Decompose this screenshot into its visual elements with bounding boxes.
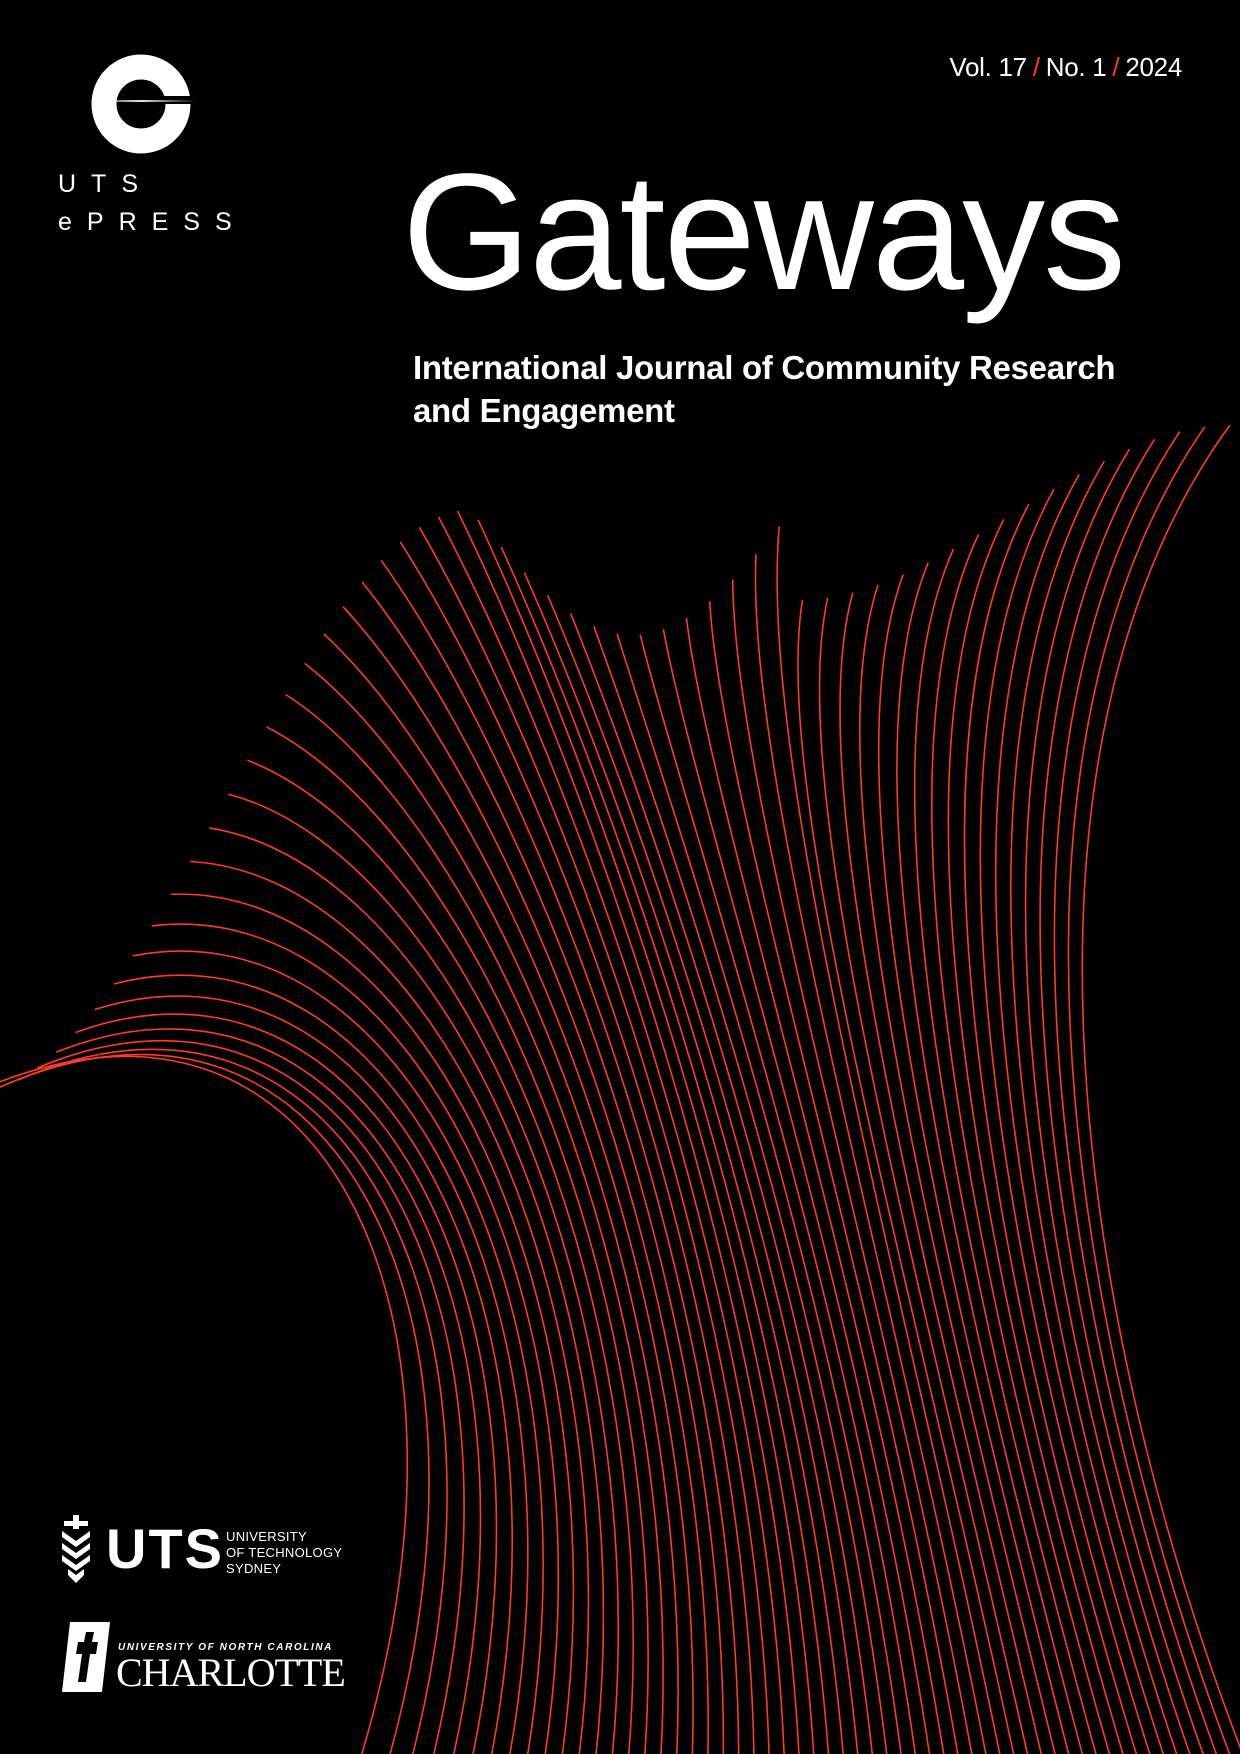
wave-line bbox=[1026, 449, 1192, 1754]
journal-title: Gateways bbox=[402, 140, 1125, 325]
wave-line bbox=[548, 595, 859, 1754]
uts-name-line3: SYDNEY bbox=[226, 1561, 282, 1576]
issue-number: No. 1 bbox=[1045, 52, 1107, 82]
wave-line bbox=[501, 547, 829, 1754]
unc-campus-name: CHARLOTTE bbox=[116, 1650, 345, 1695]
charlotte-c-icon bbox=[58, 1620, 114, 1694]
unc-charlotte-logo bbox=[58, 1620, 358, 1696]
uts-full-name bbox=[226, 1529, 342, 1577]
wave-line bbox=[439, 517, 785, 1754]
wave-line bbox=[980, 489, 1151, 1754]
journal-subtitle: International Journal of Community Research and Engagement bbox=[413, 349, 1116, 429]
wave-line bbox=[777, 526, 1001, 1754]
uts-wordmark: UTS bbox=[106, 1517, 224, 1580]
wave-line bbox=[343, 607, 708, 1754]
uts-logo bbox=[58, 1515, 358, 1585]
unc-system-name: UNIVERSITY OF NORTH CAROLINA bbox=[118, 1642, 333, 1653]
wave-line bbox=[571, 613, 873, 1754]
issue-info bbox=[949, 52, 1182, 83]
issue-separator: / bbox=[1112, 52, 1120, 82]
wave-line bbox=[860, 585, 1057, 1754]
issue-separator: / bbox=[1032, 52, 1040, 82]
wave-line bbox=[1040, 439, 1205, 1754]
issue-year: 2024 bbox=[1125, 52, 1182, 82]
c-ring-logo-icon bbox=[86, 50, 196, 160]
wave-line bbox=[381, 560, 739, 1754]
publisher-name-line2: ePRESS bbox=[58, 208, 247, 236]
wave-line bbox=[948, 519, 1124, 1754]
wave-line bbox=[228, 794, 618, 1754]
uts-name-line1: UNIVERSITY bbox=[226, 1529, 308, 1544]
wave-line bbox=[305, 663, 678, 1754]
uts-crest-icon bbox=[58, 1515, 94, 1583]
uts-name-line2: OF TECHNOLOGY bbox=[226, 1545, 343, 1560]
publisher-name-line1: UTS bbox=[58, 170, 153, 198]
wave-line bbox=[267, 727, 649, 1754]
wave-line bbox=[209, 828, 603, 1754]
wave-line bbox=[1082, 425, 1240, 1754]
wave-line bbox=[286, 695, 663, 1754]
volume: Vol. 17 bbox=[949, 52, 1027, 82]
